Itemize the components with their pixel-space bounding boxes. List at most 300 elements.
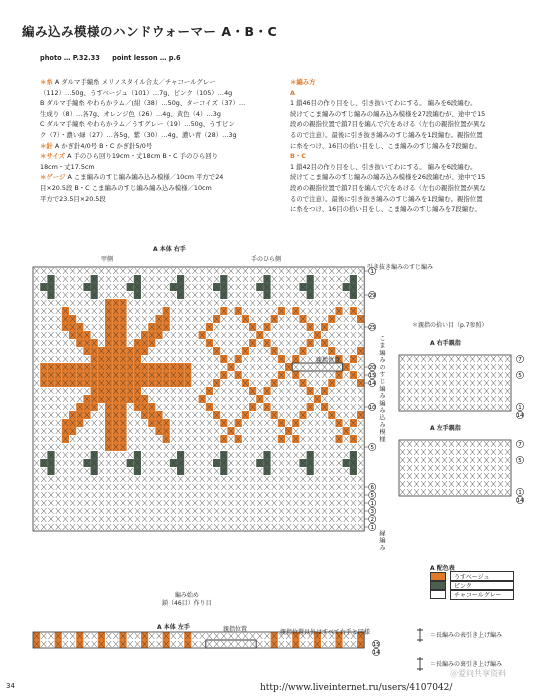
stitch-mark: [315, 484, 320, 490]
stitch-mark: [442, 364, 447, 370]
stitch-mark: [358, 364, 363, 370]
stitch-mark: [272, 524, 277, 530]
stitch-mark: [322, 476, 327, 482]
stitch-mark: [400, 457, 405, 463]
stitch-mark: [322, 284, 327, 290]
stitch-mark: [156, 516, 161, 522]
stitch-mark: [236, 348, 241, 354]
stitch-mark: [142, 468, 147, 474]
stitch-mark: [128, 316, 133, 322]
stitch-mark: [113, 476, 118, 482]
stitch-mark: [414, 441, 419, 447]
stitch-mark: [435, 473, 440, 479]
stitch-mark: [491, 388, 496, 394]
stitch-mark: [63, 388, 68, 394]
stitch-mark: [329, 492, 334, 498]
stitch-mark: [293, 428, 298, 434]
stitch-mark: [171, 633, 176, 639]
stitch-mark: [192, 404, 197, 410]
stitch-mark: [214, 492, 219, 498]
stitch-mark: [286, 508, 291, 514]
stitch-mark: [48, 641, 53, 647]
stitch-mark: [185, 484, 190, 490]
stitch-mark: [470, 356, 475, 362]
stitch-mark: [322, 332, 327, 338]
stitch-mark: [491, 356, 496, 362]
stitch-mark: [498, 380, 503, 386]
stitch-mark: [329, 308, 334, 314]
stitch-mark: [279, 460, 284, 466]
stitch-mark: [178, 340, 183, 346]
stitch-mark: [207, 364, 212, 370]
stitch-mark: [192, 524, 197, 530]
stitch-mark: [56, 524, 61, 530]
stitch-mark: [41, 444, 46, 450]
stitch-mark: [34, 348, 39, 354]
legend-row: [430, 590, 514, 599]
stitch-mark: [164, 492, 169, 498]
stitch-mark: [70, 436, 75, 442]
stitch-mark: [329, 332, 334, 338]
stitch-mark: [243, 324, 248, 330]
stitch-mark: [279, 268, 284, 274]
stitch-mark: [329, 388, 334, 394]
stitch-mark: [336, 284, 341, 290]
stitch-mark: [171, 348, 176, 354]
stitch-mark: [70, 300, 75, 306]
stitch-mark: [200, 476, 205, 482]
stitch-mark: [70, 460, 75, 466]
stitch-mark: [228, 324, 233, 330]
stitch-mark: [56, 404, 61, 410]
stitch-mark: [178, 500, 183, 506]
stitch-mark: [120, 468, 125, 474]
stitch-mark: [336, 316, 341, 322]
stitch-mark: [135, 500, 140, 506]
stitch-mark: [92, 476, 97, 482]
stitch-mark: [135, 308, 140, 314]
stitch-mark: [293, 364, 298, 370]
stitch-mark: [207, 492, 212, 498]
stitch-mark: [113, 284, 118, 290]
stitch-mark: [192, 641, 197, 647]
stitch-mark: [185, 292, 190, 298]
row-number: 1: [370, 525, 374, 532]
stitch-mark: [400, 356, 405, 362]
stitch-mark: [70, 484, 75, 490]
stitch-mark: [250, 420, 255, 426]
stitch-mark: [185, 284, 190, 290]
stitch-mark: [128, 633, 133, 639]
stitch-mark: [400, 396, 405, 402]
stitch-mark: [315, 492, 320, 498]
stitch-mark: [435, 388, 440, 394]
stitch-mark: [344, 444, 349, 450]
stitch-mark: [214, 420, 219, 426]
stitch-mark: [315, 340, 320, 346]
stitch-mark: [272, 444, 277, 450]
stitch-mark: [142, 276, 147, 282]
stitch-mark: [192, 348, 197, 354]
stitch-mark: [41, 388, 46, 394]
stitch-mark: [477, 481, 482, 487]
stitch-mark: [315, 452, 320, 458]
stitch-mark: [77, 460, 82, 466]
stitch-mark: [293, 332, 298, 338]
stitch-mark: [428, 388, 433, 394]
stitch-mark: [329, 484, 334, 490]
stitch-mark: [250, 372, 255, 378]
stitch-mark: [156, 500, 161, 506]
stitch-mark: [264, 372, 269, 378]
stitch-mark: [315, 516, 320, 522]
stitch-mark: [236, 641, 241, 647]
stitch-mark: [286, 436, 291, 442]
stitch-mark: [221, 641, 226, 647]
stitch-mark: [128, 484, 133, 490]
stitch-mark: [243, 492, 248, 498]
stitch-mark: [329, 340, 334, 346]
stitch-mark: [491, 457, 496, 463]
stitch-mark: [308, 372, 313, 378]
stitch-mark: [164, 356, 169, 362]
stitch-mark: [128, 412, 133, 418]
stitch-mark: [200, 500, 205, 506]
stitch-mark: [113, 484, 118, 490]
stitch-mark: [135, 428, 140, 434]
stitch-mark: [149, 284, 154, 290]
stitch-mark: [178, 484, 183, 490]
stitch-mark: [178, 324, 183, 330]
stitch-mark: [463, 404, 468, 410]
stitch-mark: [128, 476, 133, 482]
stitch-mark: [84, 633, 89, 639]
palm-side-label: 手のひら側: [251, 256, 282, 263]
stitch-mark: [128, 300, 133, 306]
stitch-mark: [142, 308, 147, 314]
stitch-mark: [257, 641, 262, 647]
stitch-mark: [84, 641, 89, 647]
stitch-mark: [164, 444, 169, 450]
stitch-mark: [156, 396, 161, 402]
stitch-mark: [228, 276, 233, 282]
stitch-mark: [442, 356, 447, 362]
row-number: 29: [368, 293, 376, 300]
stitch-mark: [156, 308, 161, 314]
stitch-mark: [484, 441, 489, 447]
stitch-mark: [470, 396, 475, 402]
stitch-mark: [200, 492, 205, 498]
stitch-mark: [421, 465, 426, 471]
stitch-mark: [257, 524, 262, 530]
stitch-mark: [185, 268, 190, 274]
stitch-mark: [142, 460, 147, 466]
stitch-mark: [142, 484, 147, 490]
stitch-mark: [300, 492, 305, 498]
stitch-mark: [70, 292, 75, 298]
stitch-mark: [308, 641, 313, 647]
stitch-mark: [63, 468, 68, 474]
stitch-mark: [286, 468, 291, 474]
stitch-mark: [185, 436, 190, 442]
stitch-mark: [279, 364, 284, 370]
stitch-mark: [456, 356, 461, 362]
stitch-mark: [414, 465, 419, 471]
stitch-mark: [315, 428, 320, 434]
stitch-mark: [128, 444, 133, 450]
stitch-mark: [178, 268, 183, 274]
stitch-mark: [214, 484, 219, 490]
stitch-mark: [264, 380, 269, 386]
stitch-mark: [257, 372, 262, 378]
stitch-mark: [192, 500, 197, 506]
stitch-mark: [142, 356, 147, 362]
stitch-mark: [414, 364, 419, 370]
stitch-mark: [336, 524, 341, 530]
stitch-mark: [449, 404, 454, 410]
stitch-mark: [171, 444, 176, 450]
stitch-mark: [236, 452, 241, 458]
stitch-mark: [329, 268, 334, 274]
stitch-mark: [272, 492, 277, 498]
stitch-mark: [400, 404, 405, 410]
stitch-mark: [48, 316, 53, 322]
stitch-mark: [41, 276, 46, 282]
stitch-mark: [41, 324, 46, 330]
stitch-mark: [329, 284, 334, 290]
stitch-mark: [456, 364, 461, 370]
stitch-mark: [243, 428, 248, 434]
stitch-mark: [315, 380, 320, 386]
stitch-mark: [221, 444, 226, 450]
stitch-mark: [34, 324, 39, 330]
stitch-mark: [178, 396, 183, 402]
stitch-mark: [308, 316, 313, 322]
stitch-mark: [315, 412, 320, 418]
stitch-mark: [99, 332, 104, 338]
stitch-mark: [442, 380, 447, 386]
stitch-mark: [279, 340, 284, 346]
page-number: 34: [6, 682, 15, 690]
stitch-mark: [207, 276, 212, 282]
instructions-section-label: B・C: [290, 152, 306, 161]
stitch-mark: [178, 633, 183, 639]
stitch-mark: [336, 380, 341, 386]
stitch-mark: [308, 516, 313, 522]
stitch-mark: [200, 340, 205, 346]
stitch-mark: [463, 465, 468, 471]
stitch-mark: [286, 268, 291, 274]
stitch-mark: [344, 380, 349, 386]
stitch-mark: [70, 444, 75, 450]
stitch-mark: [120, 492, 125, 498]
stitch-mark: [456, 473, 461, 479]
stitch-mark: [99, 292, 104, 298]
stitch-mark: [236, 492, 241, 498]
stitch-mark: [200, 380, 205, 386]
stitch-mark: [257, 420, 262, 426]
stitch-mark: [463, 396, 468, 402]
stitch-mark: [428, 356, 433, 362]
stitch-mark: [156, 340, 161, 346]
stitch-mark: [498, 404, 503, 410]
stitch-mark: [300, 324, 305, 330]
stitch-mark: [264, 356, 269, 362]
stitch-mark: [113, 268, 118, 274]
stitch-mark: [477, 449, 482, 455]
stitch-mark: [344, 332, 349, 338]
stitch-mark: [272, 468, 277, 474]
stitch-mark: [498, 489, 503, 495]
stitch-mark: [128, 452, 133, 458]
stitch-mark: [34, 340, 39, 346]
stitch-mark: [192, 452, 197, 458]
stitch-mark: [185, 524, 190, 530]
stitch-mark: [293, 500, 298, 506]
stitch-mark: [279, 492, 284, 498]
stitch-mark: [477, 388, 482, 394]
stitch-mark: [221, 316, 226, 322]
stitch-mark: [264, 500, 269, 506]
stitch-mark: [200, 404, 205, 410]
thumb-left-grid: [400, 441, 510, 495]
stitch-mark: [344, 396, 349, 402]
stitch-mark: [300, 268, 305, 274]
stitch-mark: [322, 641, 327, 647]
stitch-mark: [207, 500, 212, 506]
stitch-mark: [34, 372, 39, 378]
stitch-mark: [344, 404, 349, 410]
stitch-mark: [34, 300, 39, 306]
stitch-mark: [56, 324, 61, 330]
stitch-mark: [351, 348, 356, 354]
stitch-mark: [442, 404, 447, 410]
stitch-mark: [200, 641, 205, 647]
stitch-mark: [243, 508, 248, 514]
stitch-mark: [171, 412, 176, 418]
stitch-mark: [257, 444, 262, 450]
stitch-mark: [236, 412, 241, 418]
stitch-mark: [442, 473, 447, 479]
left-thumb-label: 親指位置: [223, 626, 248, 633]
stitch-mark: [48, 492, 53, 498]
stitch-mark: [185, 508, 190, 514]
stitch-mark: [329, 428, 334, 434]
stitch-mark: [120, 276, 125, 282]
stitch-mark: [264, 492, 269, 498]
stitch-mark: [192, 412, 197, 418]
stitch-mark: [192, 508, 197, 514]
stitch-mark: [77, 284, 82, 290]
stitch-mark: [293, 324, 298, 330]
stitch-mark: [178, 348, 183, 354]
stitch-mark: [322, 500, 327, 506]
stitch-mark: [264, 524, 269, 530]
stitch-mark: [491, 380, 496, 386]
stitch-mark: [351, 444, 356, 450]
stitch-mark: [414, 356, 419, 362]
stitch-mark: [315, 476, 320, 482]
stitch-mark: [336, 300, 341, 306]
stitch-mark: [407, 404, 412, 410]
stitch-mark: [200, 292, 205, 298]
stitch-mark: [358, 468, 363, 474]
stitch-mark: [300, 356, 305, 362]
stitch-mark: [300, 508, 305, 514]
stitch-mark: [286, 316, 291, 322]
stitch-mark: [135, 444, 140, 450]
stitch-mark: [442, 465, 447, 471]
thumb-row-number: 5: [518, 373, 522, 380]
stitch-mark: [41, 316, 46, 322]
stitch-mark: [250, 484, 255, 490]
stitch-mark: [99, 284, 104, 290]
stitch-mark: [48, 348, 53, 354]
stitch-mark: [257, 348, 262, 354]
stitch-mark: [505, 372, 510, 378]
stitch-mark: [34, 436, 39, 442]
stitch-mark: [400, 380, 405, 386]
stitch-mark: [329, 420, 334, 426]
stitch-mark: [243, 500, 248, 506]
stitch-mark: [329, 276, 334, 282]
stitch-mark: [272, 516, 277, 522]
stitch-mark: [279, 412, 284, 418]
stitch-mark: [336, 492, 341, 498]
stitch-mark: [207, 332, 212, 338]
stitch-mark: [322, 348, 327, 354]
stitch-mark: [171, 516, 176, 522]
stitch-mark: [300, 641, 305, 647]
stitch-mark: [149, 468, 154, 474]
stitch-mark: [308, 396, 313, 402]
stitch-mark: [77, 276, 82, 282]
stitch-mark: [106, 284, 111, 290]
stitch-mark: [351, 324, 356, 330]
stitch-mark: [407, 364, 412, 370]
stitch-mark: [272, 396, 277, 402]
stitch-mark: [442, 396, 447, 402]
stitch-mark: [41, 412, 46, 418]
stitch-mark: [200, 348, 205, 354]
stitch-mark: [264, 444, 269, 450]
stitch-mark: [142, 268, 147, 274]
stitch-mark: [505, 481, 510, 487]
stitch-mark: [498, 441, 503, 447]
stitch-mark: [344, 268, 349, 274]
stitch-mark: [171, 324, 176, 330]
stitch-mark: [149, 484, 154, 490]
stitch-mark: [414, 372, 419, 378]
stitch-mark: [293, 276, 298, 282]
stitch-mark: [400, 465, 405, 471]
thumb-left-grid-frame: [399, 440, 511, 496]
materials-tag: ＊糸: [40, 78, 53, 86]
stitch-mark: [70, 641, 75, 647]
stitch-mark: [470, 364, 475, 370]
stitch-mark: [449, 364, 454, 370]
stitch-mark: [56, 276, 61, 282]
stitch-mark: [200, 428, 205, 434]
stitch-mark: [214, 396, 219, 402]
stitch-mark: [84, 484, 89, 490]
stitch-mark: [128, 292, 133, 298]
stitch-mark: [63, 500, 68, 506]
stitch-mark: [477, 372, 482, 378]
stitch-mark: [293, 268, 298, 274]
stitch-mark: [264, 348, 269, 354]
stitch-mark: [300, 484, 305, 490]
